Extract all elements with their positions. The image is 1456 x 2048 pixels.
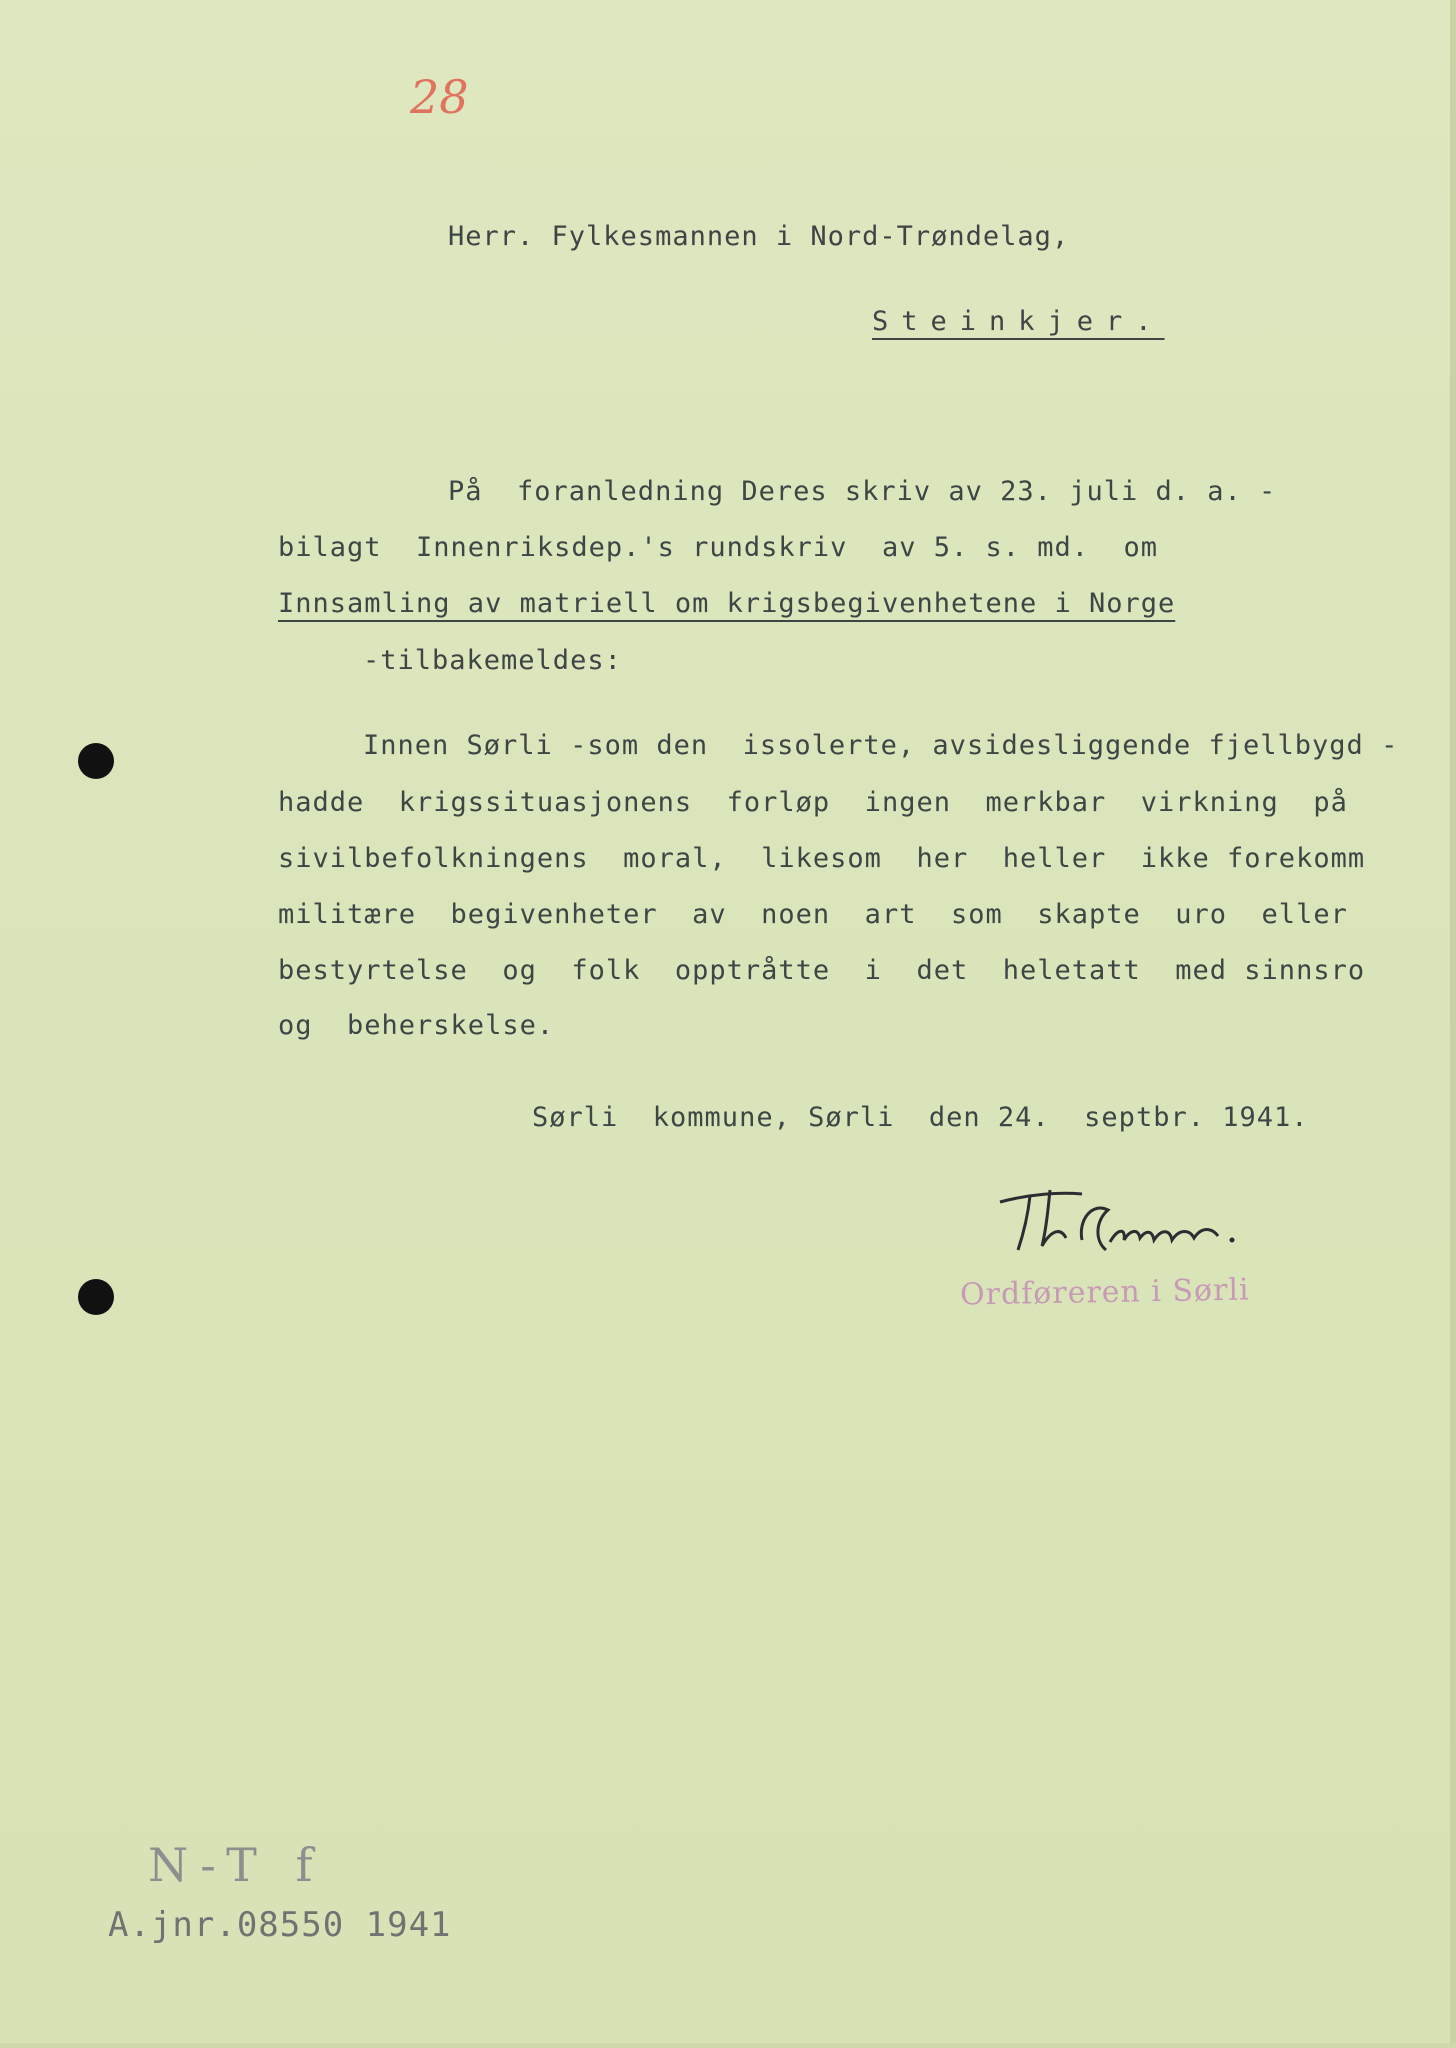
body-line-1: På foranledning Deres skriv av 23. juli d. a. - bbox=[448, 476, 1277, 507]
body-line-6: hadde krigssituasjonens forløp ingen merkbar virkning på bbox=[278, 787, 1348, 818]
body-line-7: sivilbefolkningens moral, likesom her heller ikke forekomm bbox=[278, 843, 1366, 874]
page-number: 28 bbox=[410, 70, 469, 124]
place-date: Sørli kommune, Sørli den 24. septbr. 1941. bbox=[532, 1102, 1309, 1133]
mayor-stamp: Ordføreren i Sørli bbox=[959, 1272, 1250, 1313]
body-line-9: bestyrtelse og folk opptråtte i det heletatt med sinnsro bbox=[278, 955, 1366, 986]
body-line-10: og beherskelse. bbox=[278, 1010, 555, 1041]
handwritten-signature bbox=[990, 1180, 1270, 1260]
body-line-8: militære begivenheter av noen art som skapte uro eller bbox=[278, 899, 1348, 930]
body-line-2: bilagt Innenriksdep.'s rundskriv av 5. s. md. om bbox=[278, 532, 1159, 563]
journal-number-stamp: A.jnr.08550 1941 bbox=[108, 1905, 452, 1945]
addressee: Herr. Fylkesmannen i Nord-Trøndelag, bbox=[448, 221, 1070, 252]
archive-code-stamp: N-T f bbox=[148, 1838, 325, 1892]
body-line-4: -tilbakemeldes: bbox=[363, 645, 622, 676]
paper-edge-right bbox=[1450, 0, 1456, 2048]
subject-line: Innsamling av matriell om krigsbegivenhetene i Norge bbox=[278, 588, 1176, 619]
paper-edge-bottom bbox=[0, 2043, 1456, 2048]
punch-hole-top bbox=[78, 743, 114, 779]
punch-hole-bottom bbox=[78, 1279, 114, 1315]
city: Steinkjer. bbox=[872, 306, 1165, 337]
body-line-5: Innen Sørli -som den issolerte, avsidesliggende fjellbygd - bbox=[363, 730, 1399, 761]
